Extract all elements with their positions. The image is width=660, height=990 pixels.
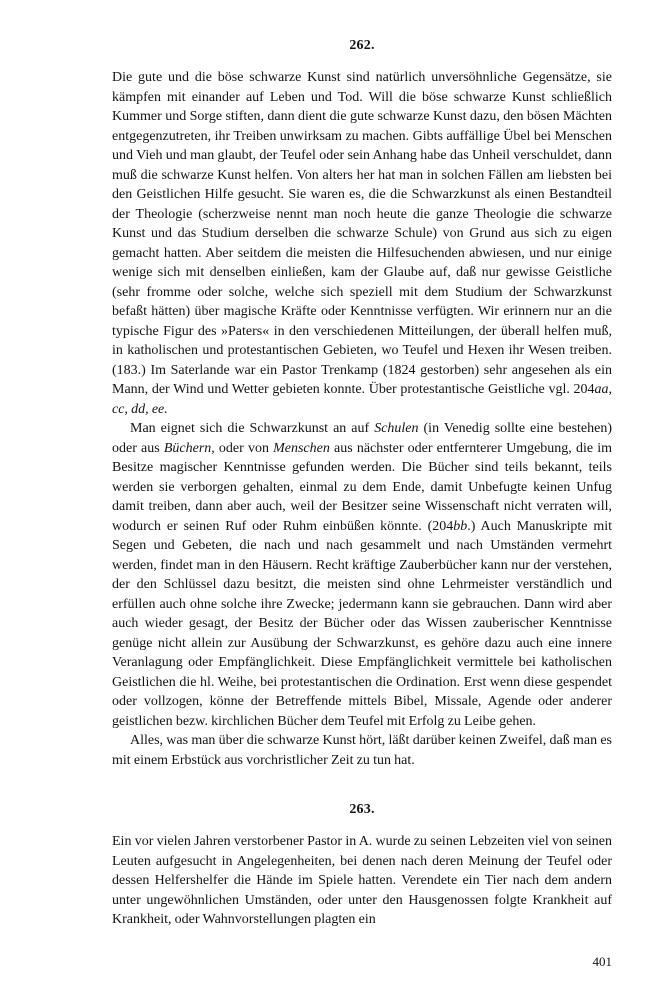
text-run: .) Auch Manuskripte mit Segen und Gebeten, die nach und nach gesammelt und nach Umständen vermehrt werden, findet man in den Häusern. Recht kräftige Zauberbücher kann nur der verstehen, der den Schlüssel dazu besitzt, die meisten sind ohne Lehrmeister verständlich und erfüllen auch ohne solche ihre Zwecke; jedermann kann sie gebrauchen. Dann wird aber auch wieder gesagt, der Besitz der Bücher oder das Wissen zauberischer Kenntnisse genüge nicht allein zur Ausübung der Schwarzkunst, es gehöre dazu auch eine innere Veranlagung oder Empfänglichkeit. Diese Empfänglichkeit vermittele bei katholischen Geistlichen die hl. Weihe, bei protestantischen die Ordination. Erst wenn diese gespendet oder vollzogen, könne der Betreffende mittels Bibel, Missale, Agende oder anderer geistlichen bezw. kirchlichen Bücher dem Teufel mit Erfolg zu Leibe gehen. bbox=[112, 518, 612, 729]
paragraph bbox=[112, 68, 612, 419]
text-run: (in Venedig sollte eine bestehen) oder aus bbox=[112, 421, 612, 456]
text-run-italic: Schulen bbox=[374, 421, 419, 436]
text-run-italic: Büchern bbox=[163, 440, 212, 456]
text-run: Ein vor vielen Jahren verstorbener Pastor in A. wurde zu seinen Lebzeiten viel von seinen Leuten aufgesucht in Angelegenheiten, bei denen nach deren Meinung der Teufel oder dessen Helfershelfer die Hände im Spiele hatten. Verendete ein Tier nach dem andern unter ungewöhnlichen Umständen, oder unter den Hausgenossen folgte Krankheit auf Krankheit, oder Wahnvorstellungen plagten ein bbox=[112, 834, 612, 927]
text-run-italic: aa, cc, dd, ee. bbox=[112, 382, 612, 417]
text-run-italic: bb bbox=[453, 518, 468, 534]
section-heading: 263. bbox=[349, 802, 375, 817]
page-content bbox=[112, 36, 612, 930]
text-run: Alles, was man über die schwarze Kunst hört, läßt darüber keinen Zweifel, daß man es mit einem Erbstück aus vorchristlicher Zeit zu tun hat. bbox=[112, 733, 612, 768]
text-run: Man eignet sich die Schwarzkunst an auf bbox=[130, 421, 375, 436]
paragraph bbox=[112, 832, 612, 930]
section-heading: 262. bbox=[349, 38, 375, 53]
page-number: 401 bbox=[592, 954, 612, 969]
text-run: , oder von bbox=[211, 440, 274, 456]
text-run: Die gute und die böse schwarze Kunst sind natürlich unversöhnliche Gegensätze, sie kämpfen mit einander auf Leben und Tod. Will die böse schwarze Kunst schließlich Kummer und Sorge stiften, dann dient die gute schwarze Kunst dazu, den bösen Mächten entgegenzutreten, ihr Treiben unwirksam zu machen. Gibts auffällige Übel bei Menschen und Vieh und man glaubt, der Teufel oder sein Anhang habe das Unheil verschuldet, dann muß die schwarze Kunst helfen. Von alters her hat man in solchen Fällen am liebsten bei den Geistlichen Hilfe gesucht. Sie waren es, die die Schwarzkunst als einen Bestandteil der Theologie (scherzweise nennt man noch heute die ganze Theologie die schwarze Kunst und das Studium derselben die schwarze Schule) von Grund aus sich zu eigen gemacht hatten. Aber seitdem die meisten die Hilfesuchenden abwiesen, und nur einige wenige sich mit denselben einließen, kam der Glaube auf, daß nur gewisse Geistliche (sehr fromme oder solche, welche sich speziell mit dem Studium der Schwarzkunst befaßt hätten) über magische Kräfte oder Kenntnisse verfügten. Wir erinnern nur an die typische Figur des »Paters« in den verschiedenen Mitteilungen, der überall helfen muß, in katholischen und protestantischen Gebieten, wo Teufel und Hexen ihr Wesen treiben. (183.) Im Saterlande war ein Pastor Trenkamp (1824 gestorben) sehr angesehen als ein Mann, der Wind und Wetter gebieten konnte. Über protestantische Geistliche vgl. 204 bbox=[112, 70, 612, 397]
paragraph bbox=[112, 419, 612, 731]
text-run: aus nächster oder entfernterer Umgebung, die im Besitze magischer Kenntnisse gefunden werden. Die Bücher sind teils bekannt, teils werden sie verborgen gehalten, einmal zu dem Ende, damit Unbefugte keinen Unfug damit treiben, dann aber auch, weil der Besitzer seine Wissenschaft nicht verraten will, wodurch er seinen Ruf oder Ruhm einbüßen könnte. (204 bbox=[112, 440, 612, 534]
text-run-italic: Menschen bbox=[273, 440, 330, 456]
paragraph bbox=[112, 731, 612, 770]
